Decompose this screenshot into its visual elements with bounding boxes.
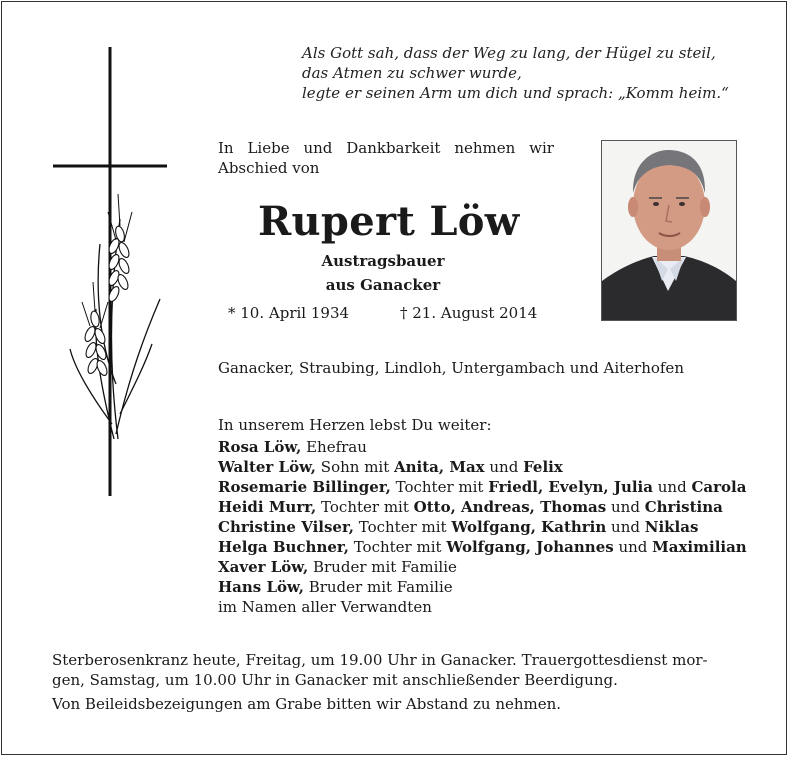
family-relation: Tochter mit <box>348 538 447 556</box>
life-dates <box>228 303 538 323</box>
family-name: Xaver Löw, <box>218 558 309 576</box>
intro-word: Liebe <box>247 139 290 157</box>
family-name: Helga Buchner, <box>218 538 349 556</box>
intro-text <box>218 138 554 178</box>
family-name: Rosa Löw, <box>218 438 302 456</box>
family-name: Christine Vilser, <box>218 518 354 536</box>
poem-line: legte er seinen Arm um dich und sprach: „Komm heim.“ <box>302 84 729 102</box>
family-name: Wolfgang, Kathrin <box>451 518 607 536</box>
family-name: Otto, Andreas, Thomas <box>413 498 607 516</box>
portrait-photo <box>601 140 737 321</box>
family-member-row <box>218 557 738 577</box>
poem-line: Als Gott sah, dass der Weg zu lang, der Hügel zu steil, <box>302 44 716 62</box>
intro-word: In <box>218 139 234 157</box>
heart-line: In unserem Herzen lebst Du weiter: <box>218 416 492 434</box>
family-relation: Ehefrau <box>301 438 367 456</box>
family-name: Anita, Max <box>394 458 485 476</box>
intro-word: Dankbarkeit <box>346 139 441 157</box>
family-relation: im Namen aller Verwandten <box>218 598 432 616</box>
family-relation: und <box>484 458 524 476</box>
family-relation: Bruder mit Familie <box>303 578 453 596</box>
family-relation: Tochter mit <box>316 498 414 516</box>
family-list <box>218 437 747 617</box>
closing-line: gen, Samstag, um 10.00 Uhr in Ganacker mit anschließender Beerdigung. <box>52 671 618 689</box>
deceased-name: Rupert Löw <box>258 198 520 245</box>
family-name: Niklas <box>644 518 699 536</box>
family-relation: Tochter mit <box>390 478 489 496</box>
family-member-row <box>218 537 747 557</box>
origin: aus Ganacker <box>325 276 441 294</box>
family-relation: und <box>613 538 653 556</box>
family-relation: und <box>606 518 645 536</box>
family-member-row <box>218 437 738 457</box>
intro-line-1 <box>218 138 554 158</box>
closing-text <box>52 650 742 714</box>
family-name: Heidi Murr, <box>218 498 317 516</box>
family-relation: und <box>606 498 645 516</box>
family-relation: und <box>652 478 692 496</box>
intro-word: nehmen <box>454 139 516 157</box>
family-name: Hans Löw, <box>218 578 304 596</box>
closing-line: Sterberosenkranz heute, Freitag, um 19.00 Uhr in Ganacker. Trauergottesdienst mor- <box>52 651 708 669</box>
family-name: Maximilian <box>652 538 747 556</box>
closing-line: Von Beileidsbezeigungen am Grabe bitten wir Abstand zu nehmen. <box>52 695 562 713</box>
family-name: Wolfgang, Johannes <box>446 538 614 556</box>
family-member-row <box>218 477 747 497</box>
intro-line-2: Abschied von <box>218 159 320 177</box>
deceased-subtitle <box>258 249 508 297</box>
family-member-row <box>218 517 738 537</box>
family-member-row <box>218 457 738 477</box>
family-member-row <box>218 597 738 617</box>
family-relation: Sohn mit <box>316 458 395 476</box>
places-line: Ganacker, Straubing, Lindloh, Untergambach und Aiterhofen <box>218 359 684 377</box>
birth-date: * 10. April 1934 <box>228 304 350 322</box>
intro-word: und <box>303 139 333 157</box>
poem <box>302 43 762 103</box>
family-member-row <box>218 497 738 517</box>
family-name: Christina <box>644 498 723 516</box>
family-name: Walter Löw, <box>218 458 317 476</box>
intro-word: wir <box>529 139 554 157</box>
family-name: Carola <box>691 478 747 496</box>
family-member-row <box>218 577 738 597</box>
family-relation: Tochter mit <box>353 518 452 536</box>
cross-with-wheat-icon <box>50 44 170 499</box>
family-relation: Bruder mit Familie <box>308 558 457 576</box>
poem-line: das Atmen zu schwer wurde, <box>302 64 522 82</box>
family-name: Rosemarie Billinger, <box>218 478 391 496</box>
family-name: Felix <box>523 458 563 476</box>
family-name: Friedl, Evelyn, Julia <box>488 478 653 496</box>
occupation: Austragsbauer <box>321 252 445 270</box>
death-date: † 21. August 2014 <box>400 304 538 322</box>
